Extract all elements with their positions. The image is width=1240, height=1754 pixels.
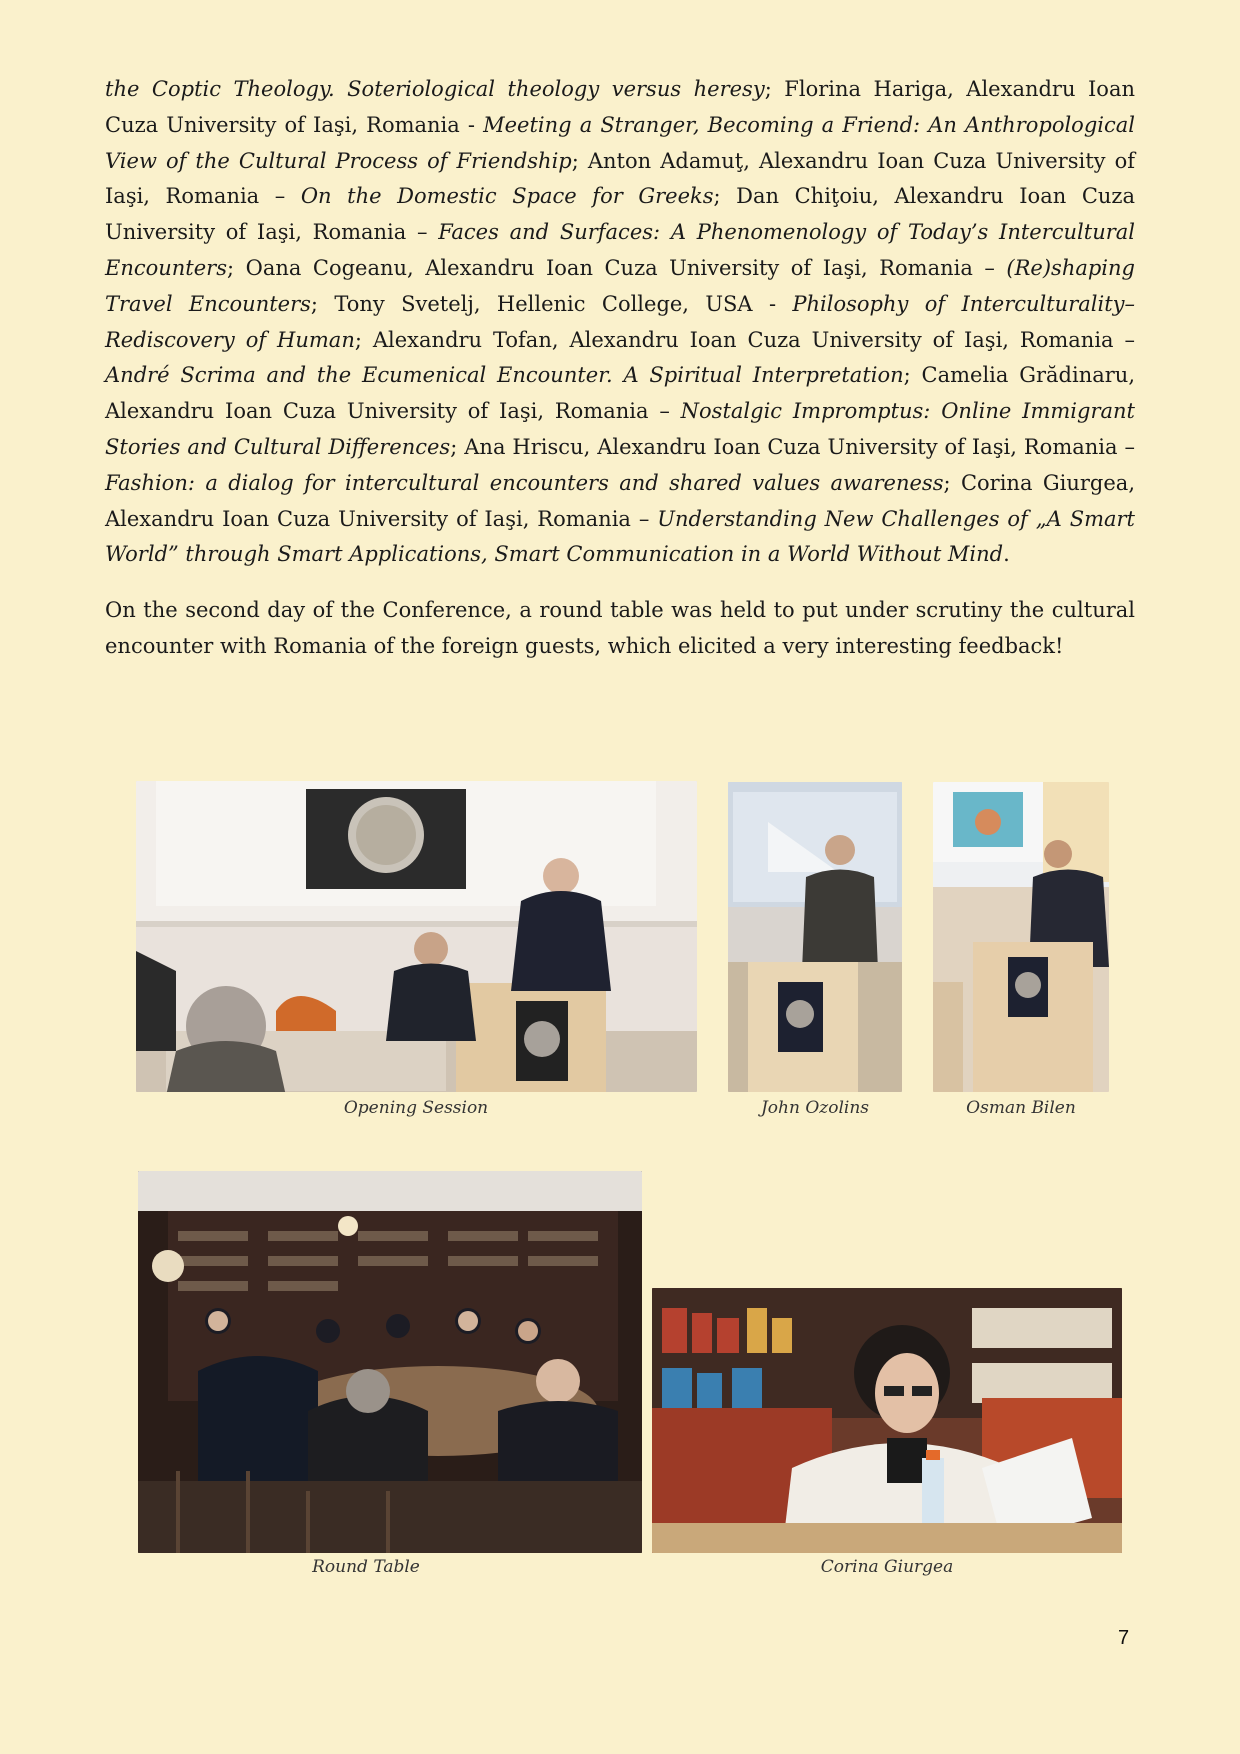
paper-title: Faces and Surfaces: A Phenomenology of Today’s Intercultural Encounters xyxy=(105,220,1135,280)
osman-bilen-photo xyxy=(933,782,1109,1092)
speaker-affiliation: ; Tony Svetelj, Hellenic College, USA - xyxy=(310,291,793,316)
paper-title: Meeting a Stranger, Becoming a Friend: An Anthropological View of the Cultural Process of Friendship xyxy=(105,112,1135,173)
paper-title: André Scrima and the Ecumenical Encounter. A Spiritual Interpretation xyxy=(105,363,904,388)
speaker-affiliation: ; Corina Giurgea, Alexandru Ioan Cuza University of Iaşi, Romania – xyxy=(105,470,1135,531)
paper-title: (Re)shaping Travel Encounters xyxy=(105,255,1135,316)
speaker-affiliation: ; Camelia Grădinaru, Alexandru Ioan Cuza University of Iaşi, Romania – xyxy=(105,363,1135,424)
paper-title: Nostalgic Impromptus: Online Immigrant Stories and Cultural Differences xyxy=(105,399,1135,459)
osman-bilen-caption: Osman Bilen xyxy=(966,1098,1076,1118)
round-table-caption: Round Table xyxy=(312,1557,420,1577)
page-number: 7 xyxy=(1118,1627,1130,1649)
corina-giurgea-photo xyxy=(652,1288,1122,1553)
speaker-affiliation: ; Ana Hriscu, Alexandru Ioan Cuza University of Iaşi, Romania – xyxy=(450,434,1135,459)
opening-session-photo xyxy=(136,781,697,1092)
speaker-affiliation: ; Anton Adamuţ, Alexandru Ioan Cuza University of Iaşi, Romania – xyxy=(105,148,1135,209)
john-ozolins-caption: John Ozolins xyxy=(760,1098,870,1118)
paper-title: Philosophy of Interculturality–Rediscovery of Human xyxy=(105,291,1135,352)
paper-title: On the Domestic Space for Greeks xyxy=(300,184,714,209)
round-table-photo xyxy=(138,1171,642,1553)
speaker-affiliation: . xyxy=(1003,542,1010,567)
paper-title: Fashion: a dialog for intercultural encounters and shared values awareness xyxy=(105,470,944,495)
paragraph-round-table: On the second day of the Conference, a round table was held to put under scrutiny the cultural encounter with Romania of the foreign guests, which elicited a very interesting feedback! xyxy=(105,598,1135,658)
paragraph-speakers-list xyxy=(105,72,1135,573)
paper-title: Understanding New Challenges of „A Smart World” through Smart Applications, Smart Communication in a World Without Mind xyxy=(105,506,1135,567)
speaker-affiliation: ; Oana Cogeanu, Alexandru Ioan Cuza University of Iaşi, Romania – xyxy=(227,255,1007,280)
corina-giurgea-caption: Corina Giurgea xyxy=(820,1557,954,1577)
speaker-affiliation: ; Alexandru Tofan, Alexandru Ioan Cuza University of Iaşi, Romania – xyxy=(354,327,1135,352)
speaker-affiliation: ; Florina Hariga, Alexandru Ioan Cuza University of Iaşi, Romania - xyxy=(105,77,1135,137)
speaker-affiliation: ; Dan Chiţoiu, Alexandru Ioan Cuza University of Iaşi, Romania – xyxy=(105,184,1135,245)
paper-title: the Coptic Theology. Soteriological theology versus heresy xyxy=(105,77,765,101)
opening-session-caption: Opening Session xyxy=(343,1098,489,1118)
john-ozolins-photo xyxy=(728,782,902,1092)
